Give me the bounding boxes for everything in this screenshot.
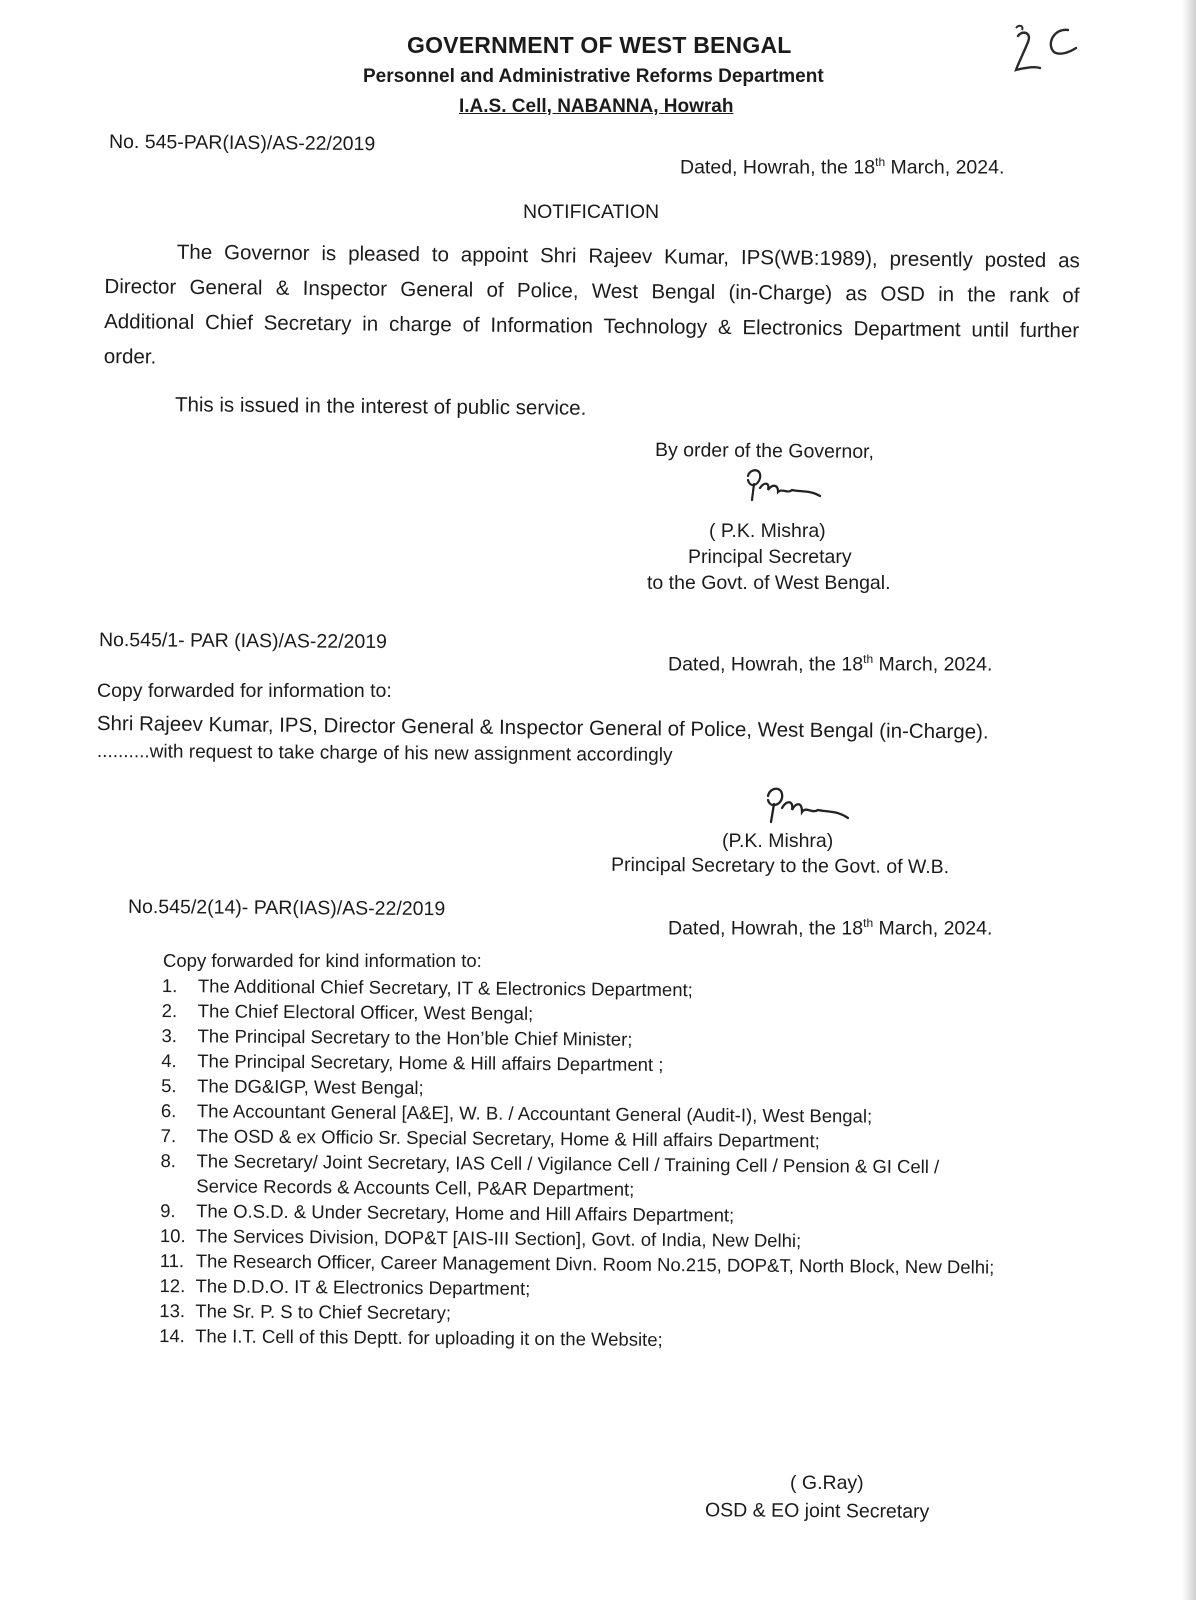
list-item: 7. The OSD & ex Officio Sr. Special Secretary, Home & Hill affairs Department; bbox=[160, 1124, 820, 1152]
list-item: 6. The Accountant General [A&E], W. B. / Accountant General (Audit-I), West Bengal; bbox=[160, 1099, 873, 1127]
list-item: 10. The Services Division, DOP&T [AIS-III Section], Govt. of India, New Delhi; bbox=[159, 1224, 802, 1252]
department-heading: Personnel and Administrative Reforms Department bbox=[363, 66, 824, 87]
list-item: 9. The O.S.D. & Under Secretary, Home and Hill Affairs Department; bbox=[160, 1199, 735, 1226]
cell-heading: I.A.S. Cell, NABANNA, Howrah bbox=[459, 96, 734, 117]
by-order-line: By order of the Governor, bbox=[654, 439, 875, 463]
list-item: 12. The D.D.O. IT & Electronics Department; bbox=[159, 1274, 531, 1299]
list-item: 4. The Principal Secretary, Home & Hill affairs Department ; bbox=[161, 1049, 664, 1075]
copy2-intro: Copy forwarded for kind information to: bbox=[163, 950, 482, 971]
signature-pk-mishra-1 bbox=[742, 466, 832, 516]
signatory-name-1: ( P.K. Mishra) bbox=[709, 520, 826, 542]
notification-date: Dated, Howrah, the 18th March, 2024. bbox=[680, 155, 1005, 179]
notification-number: No. 545-PAR(IAS)/AS-22/2019 bbox=[108, 130, 376, 156]
signatory-org-1: to the Govt. of West Bengal. bbox=[647, 572, 891, 594]
signatory-name-2: (P.K. Mishra) bbox=[722, 830, 834, 852]
list-item-continuation: Service Records & Accounts Cell, P&AR Department; bbox=[196, 1175, 635, 1200]
list-item: 13. The Sr. P. S to Chief Secretary; bbox=[159, 1299, 452, 1324]
list-item: 5. The DG&IGP, West Bengal; bbox=[161, 1074, 424, 1099]
signatory-title-3: OSD & EO joint Secretary bbox=[704, 1499, 930, 1523]
copy1-recipient: Shri Rajeev Kumar, IPS, Director General & Inspector General of Police, West Bengal (in-Charge). bbox=[96, 712, 989, 744]
copy1-number: No.545/1- PAR (IAS)/AS-22/2019 bbox=[98, 628, 388, 654]
list-item: 1. The Additional Chief Secretary, IT & Electronics Department; bbox=[161, 974, 693, 1001]
list-item: 14. The I.T. Cell of this Deptt. for uploading it on the Website; bbox=[159, 1324, 663, 1350]
list-item: 2. The Chief Electoral Officer, West Bengal; bbox=[161, 999, 534, 1024]
signatory-title-2: Principal Secretary to the Govt. of W.B. bbox=[610, 853, 950, 879]
handwritten-corner-mark bbox=[1010, 22, 1095, 82]
list-item: 3. The Principal Secretary to the Hon’ble Chief Minister; bbox=[161, 1024, 633, 1050]
list-item: 11. The Research Officer, Career Management Divn. Room No.215, DOP&T, North Block, New Delhi; bbox=[159, 1249, 995, 1278]
copy2-number: No.545/2(14)- PAR(IAS)/AS-22/2019 bbox=[127, 895, 446, 921]
signatory-title-1: Principal Secretary bbox=[688, 546, 852, 568]
copy2-date: Dated, Howrah, the 18th March, 2024. bbox=[668, 916, 993, 940]
signatory-name-3: ( G.Ray) bbox=[790, 1472, 864, 1494]
copy1-intro: Copy forwarded for information to: bbox=[97, 680, 392, 702]
notification-body: The Governor is pleased to appoint Shri Rajeev Kumar, IPS(WB:1989), presently posted as Director General & Inspector General of Police, West Bengal (in-Charge) as OSD in the rank of Additional Chief Secretary in charge of Information Technology & Electronics Department until further order. bbox=[103, 240, 1080, 369]
recipient-list bbox=[159, 973, 996, 1355]
copy1-request: ..........with request to take charge of his new assignment accordingly bbox=[96, 741, 673, 767]
copy1-date: Dated, Howrah, the 18th March, 2024. bbox=[668, 652, 993, 676]
list-item: 8. The Secretary/ Joint Secretary, IAS Cell / Vigilance Cell / Training Cell / Pension & GI Cell / bbox=[160, 1149, 940, 1178]
notification-title: NOTIFICATION bbox=[523, 201, 660, 223]
government-heading: GOVERNMENT OF WEST BENGAL bbox=[407, 32, 792, 58]
scan-edge-shadow bbox=[1182, 0, 1196, 1600]
public-service-line: This is issued in the interest of public service. bbox=[174, 393, 587, 420]
